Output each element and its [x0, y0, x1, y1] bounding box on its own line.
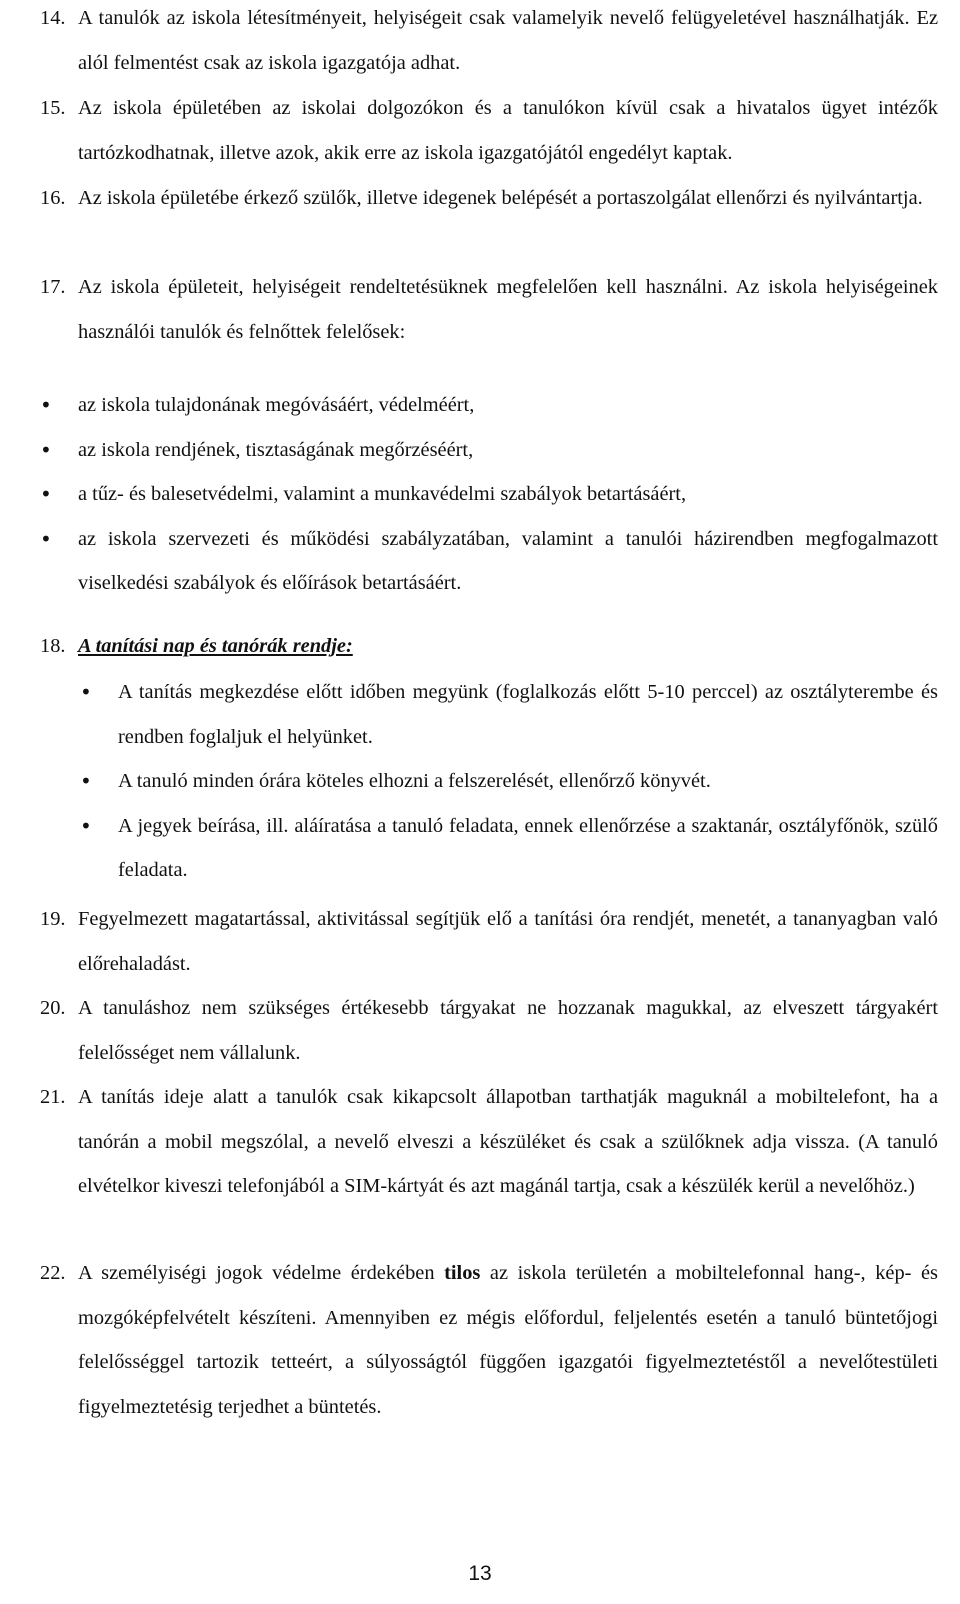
rule-18-bullet-list — [80, 670, 938, 893]
section-heading: A tanítási nap és tanórák rendje: — [78, 635, 353, 657]
rule-21 — [40, 1075, 938, 1209]
rule-19 — [40, 897, 938, 986]
rule-text: Az iskola épületébe érkező szülők, illetve idegenek belépését a portaszolgálat ellenőrzi és nyilvántartja. — [78, 187, 923, 209]
rule-text: Az iskola épületében az iskolai dolgozókon és a tanulókon kívül csak a hivatalos ügyet intézők tartózkodhatnak, illetve azok, akik erre az iskola igazgatójától engedélyt kaptak. — [78, 97, 938, 164]
list-item: • az iskola szervezeti és működési szabályzatában, valamint a tanulói házirendben megfogalmazott viselkedési szabályok és előírások betartásáért. — [40, 517, 938, 606]
rule-number: 14. — [40, 7, 66, 29]
rule-text: A tanuláshoz nem szükséges értékesebb tárgyakat ne hozzanak magukkal, az elveszett tárgyakért felelősséget nem vállalunk. — [78, 997, 938, 1064]
rule-number: 18. — [40, 635, 66, 657]
rule-text: Fegyelmezett magatartással, aktivitással segítjük elő a tanítási óra rendjét, menetét, a tananyagban való előrehaladást. — [78, 908, 938, 975]
page-number: 13 — [468, 1562, 492, 1585]
list-item: • a tűz- és balesetvédelmi, valamint a munkavédelmi szabályok betartásáért, — [40, 472, 938, 517]
list-item: • A jegyek beírása, ill. aláíratása a tanuló feladata, ennek ellenőrzése a szaktanár, osztályfőnök, szülő feladata. — [80, 804, 938, 893]
rule-text: A tanulók az iskola létesítményeit, helyiségeit csak valamelyik nevelő felügyeletével használhatják. Ez alól felmentést csak az iskola igazgatója adhat. — [78, 7, 938, 74]
rule-22 — [40, 1251, 938, 1429]
list-item: • A tanuló minden órára köteles elhozni a felszerelését, ellenőrző könyvét. — [80, 759, 938, 804]
rule-number: 21. — [40, 1086, 66, 1108]
list-item: • A tanítás megkezdése előtt időben megyünk (foglalkozás előtt 5-10 perccel) az osztályterembe és rendben foglaljuk el helyünket. — [80, 670, 938, 759]
list-item: • az iskola tulajdonának megóvásáért, védelméért, — [40, 383, 938, 428]
rule-17-bullet-list — [40, 383, 938, 606]
rule-number: 20. — [40, 997, 66, 1019]
rule-17 — [40, 265, 938, 354]
rule-text-part: A személyiségi jogok védelme érdekében — [78, 1262, 445, 1284]
rule-number: 15. — [40, 97, 66, 119]
rule-number: 17. — [40, 276, 66, 298]
rule-text: Az iskola épületeit, helyiségeit rendeltetésüknek megfelelően kell használni. Az iskola helyiségeinek használói tanulók és felnőttek felelősek: — [78, 276, 938, 343]
rule-16 — [40, 176, 938, 221]
rule-text: A tanítás ideje alatt a tanulók csak kikapcsolt állapotban tarthatják maguknál a mobiltelefont, ha a tanórán a mobil megszólal, a nevelő elveszi a készüléket és csak a szülőknek adja vissza. (A tanuló elvételkor kiveszi telefonjából a SIM-kártyát és azt magánál tartja, csak a készülék kerül a nevelőhöz.) — [78, 1086, 938, 1197]
rule-number: 19. — [40, 908, 66, 930]
rule-14 — [40, 0, 938, 85]
rule-20 — [40, 986, 938, 1075]
rule-18 — [40, 624, 938, 669]
rule-text-part: az iskola területén a mobiltelefonnal hang-, kép- és mozgóképfelvételt készíteni. Amennyiben ez mégis előfordul, feljelentés esetén a tanuló büntetőjogi felelősséggel tartozik tetteért, a súlyosságtól függően igazgatói figyelmeztetéstől a nevelőtestületi figyelmeztetésig terjedhet a büntetés. — [78, 1262, 938, 1418]
rule-15 — [40, 86, 938, 175]
rule-text — [78, 1251, 938, 1429]
emphasis-text: tilos — [444, 1262, 481, 1284]
list-item: • az iskola rendjének, tisztaságának megőrzéséért, — [40, 428, 938, 473]
rule-number: 22. — [40, 1262, 66, 1284]
rule-number: 16. — [40, 187, 66, 209]
